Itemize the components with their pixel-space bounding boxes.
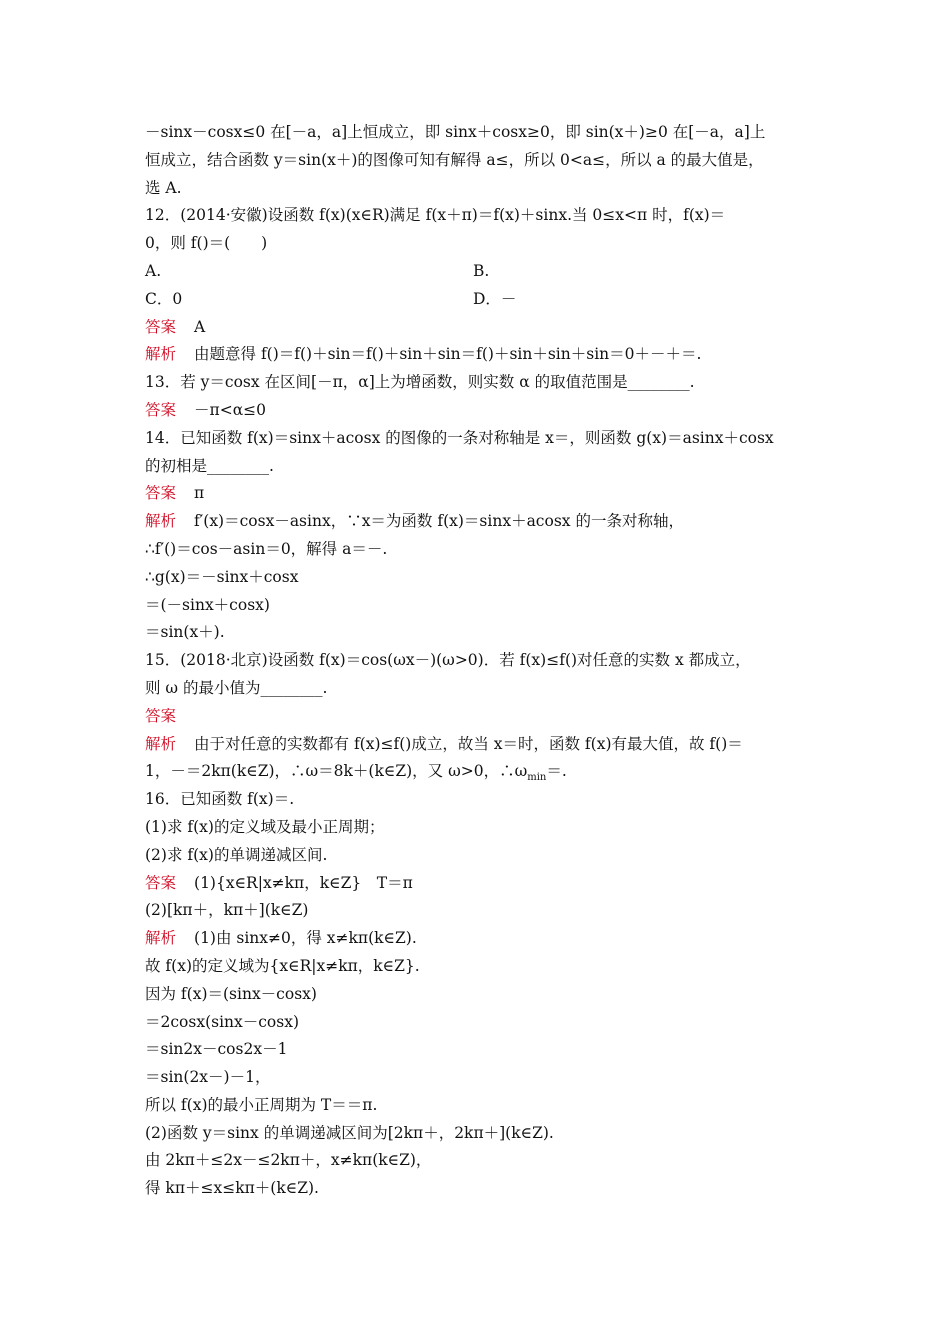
q15-analysis	[145, 731, 825, 759]
q16-analysis	[145, 925, 825, 953]
q13-stem: 13．若 y＝cosx 在区间[－π，α]上为增函数，则实数 α 的取值范围是________.	[145, 373, 695, 392]
q12-stem-line-1: 12．(2014·安徽)设函数 f(x)(x∈R)满足 f(x＋π)＝f(x)＋sinx.当 0≤x<π 时，f(x)＝	[145, 206, 726, 225]
q14-stem-line-1: 14．已知函数 f(x)＝sinx＋acosx 的图像的一条对称轴是 x＝，则函数 g(x)＝asinx＋cosx	[145, 428, 774, 447]
analysis-label: 解析	[145, 929, 177, 948]
q12-options-row-2	[145, 286, 825, 314]
q15-answer	[145, 703, 825, 731]
q16-analysis-line: 所以 f(x)的最小正周期为 T＝＝π.	[145, 1095, 378, 1114]
intro-line-3: 选 A.	[145, 178, 182, 197]
q16-analysis-line: (2)函数 y＝sinx 的单调递减区间为[2kπ＋，2kπ＋](k∈Z).	[145, 1123, 554, 1142]
answer-label: 答案	[145, 400, 177, 419]
q14-analysis-line: ∴f′()＝cos－asin＝0，解得 a＝－.	[145, 539, 388, 558]
q12-answer-text: A	[194, 317, 206, 336]
q16-analysis-line: 因为 f(x)＝(sinx－cosx)	[145, 984, 317, 1003]
q13-answer-text: －π<α≤0	[194, 400, 267, 419]
analysis-label: 解析	[145, 734, 177, 753]
q12-option-d: D．－	[473, 289, 517, 308]
q12-option-a: A.	[145, 261, 162, 280]
q15-analysis-text: 由于对任意的实数都有 f(x)≤f()成立，故当 x＝时，函数 f(x)有最大值，故 f()＝	[194, 734, 743, 753]
analysis-label: 解析	[145, 512, 177, 531]
q16-analysis-line: ＝sin(2x－)－1，	[145, 1068, 271, 1087]
q13-answer	[145, 397, 825, 425]
q14-analysis-line: ∴g(x)＝－sinx＋cosx	[145, 567, 299, 586]
intro-line-1: －sinx－cosx≤0 在[－a，a]上恒成立，即 sinx＋cosx≥0，即 sin(x＋)≥0 在[－a，a]上	[145, 123, 766, 141]
q14-analysis-text: f′(x)＝cosx－asinx，∵x＝为函数 f(x)＝sinx＋acosx 的一条对称轴，	[194, 512, 684, 531]
q16-analysis-line: 由 2kπ＋≤2x－≤2kπ＋，x≠kπ(k∈Z)，	[145, 1151, 432, 1170]
q14-stem-line-2: 的初相是________.	[145, 456, 274, 475]
q12-answer	[145, 314, 825, 342]
q12-options-row-1	[145, 258, 825, 286]
intro-line-2: 恒成立，结合函数 y＝sin(x＋)的图像可知有解得 a≤，所以 0<a≤，所以 a 的最大值是，	[145, 150, 764, 169]
q15-stem-line-1: 15．(2018·北京)设函数 f(x)＝cos(ωx－)(ω>0)．若 f(x)≤f()对任意的实数 x 都成立，	[145, 651, 751, 670]
q16-answer-text: (1){x∈R|x≠kπ，k∈Z} T＝π	[194, 873, 413, 892]
q16-answer	[145, 870, 825, 898]
q16-answer-line-2: (2)[kπ＋，kπ＋](k∈Z)	[145, 901, 309, 920]
document-body	[145, 119, 825, 1203]
answer-label: 答案	[145, 484, 177, 503]
q16-analysis-line: 得 kπ＋≤x≤kπ＋(k∈Z).	[145, 1179, 319, 1198]
q15-analysis-second: 1，－＝2kπ(k∈Z)，∴ω＝8k＋(k∈Z)，又 ω>0，∴ω	[145, 762, 528, 781]
q15-analysis-subscript: min	[527, 772, 547, 784]
answer-label: 答案	[145, 317, 177, 336]
q12-analysis-text: 由题意得 f()＝f()＋sin＝f()＋sin＋sin＝f()＋sin＋sin＋sin＝0＋－＋＝.	[194, 345, 702, 364]
q14-answer	[145, 480, 825, 508]
q16-analysis-line: 故 f(x)的定义域为{x∈R|x≠kπ，k∈Z}.	[145, 956, 420, 975]
q16-analysis-line: ＝2cosx(sinx－cosx)	[145, 1012, 300, 1031]
q16-stem-line-2: (1)求 f(x)的定义域及最小正周期；	[145, 817, 385, 836]
answer-label: 答案	[145, 873, 177, 892]
q14-analysis-line: ＝sin(x＋).	[145, 623, 225, 642]
q12-option-b: B.	[473, 261, 490, 280]
analysis-label: 解析	[145, 345, 177, 364]
q16-analysis-text: (1)由 sinx≠0，得 x≠kπ(k∈Z).	[194, 929, 417, 948]
q15-analysis-line	[145, 758, 825, 786]
q12-analysis	[145, 341, 825, 369]
answer-label: 答案	[145, 706, 177, 725]
q16-stem-line-1: 16．已知函数 f(x)＝.	[145, 790, 295, 809]
q14-answer-text: π	[194, 484, 205, 503]
q12-option-c: C．0	[145, 289, 183, 308]
q14-analysis	[145, 508, 825, 536]
q16-analysis-line: ＝sin2x－cos2x－1	[145, 1040, 288, 1059]
q16-stem-line-3: (2)求 f(x)的单调递减区间.	[145, 845, 328, 864]
q14-analysis-line: ＝(－sinx＋cosx)	[145, 595, 270, 614]
q15-analysis-end: ＝.	[546, 762, 567, 781]
q15-stem-line-2: 则 ω 的最小值为________.	[145, 678, 328, 697]
q12-stem-line-2: 0，则 f()＝( )	[145, 234, 268, 253]
